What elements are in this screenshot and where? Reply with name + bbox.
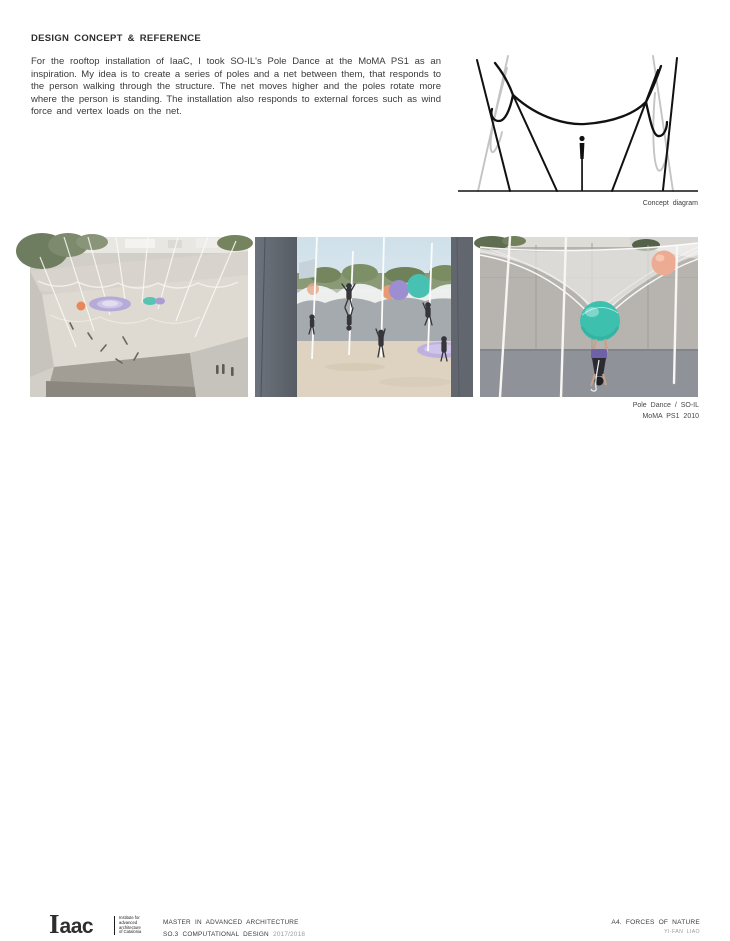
program-line1: MASTER IN ADVANCED ARCHITECTURE [163, 919, 299, 926]
logo-subtext-line: of Catalonia [119, 929, 142, 935]
logo-subtext-line: Institute for [119, 915, 140, 920]
teal-ball [143, 297, 157, 305]
program-year: 2017/2018 [273, 931, 306, 938]
program-line2 [163, 929, 305, 941]
photo-caption-line1: Pole Dance / SO-IL [632, 402, 699, 409]
photo-net-closeup [480, 237, 698, 397]
program-course: SO.3 COMPUTATIONAL DESIGN [163, 931, 269, 938]
right-pillar [451, 237, 473, 397]
diagram-caption: Concept diagram [642, 200, 698, 207]
photo-caption-line2: MoMA PS1 2010 [642, 412, 699, 420]
author-name: YI-FAN LIAO [664, 928, 700, 935]
gray-net-loop-left [490, 68, 507, 152]
iaac-logo-rest: aac [59, 915, 94, 938]
black-pole-left-inner [513, 95, 557, 191]
credits [611, 919, 700, 935]
black-pole-right-inner [612, 70, 658, 191]
photo1-graphic [30, 237, 248, 397]
purple-ball [389, 280, 409, 300]
photo-aerial-net-installation [30, 237, 248, 397]
teal-ball [580, 301, 620, 341]
photo-caption [633, 401, 699, 422]
net-loop-right [646, 102, 667, 136]
concept-diagram [455, 38, 705, 198]
net-sag [513, 95, 646, 124]
concept-paragraph: For the rooftop installation of IaaC, I took SO-IL's Pole Dance at the MoMA PS1 as an inspiration. My idea is to create a series of poles and a net between them, that responds to the person walking through the structure. The net moves higher and the poles rotate more where the person is standing. The installation also responds to external forces such as wind force and vertex loads on the net. [31, 56, 441, 117]
ground [480, 349, 698, 397]
photo3-graphic [480, 237, 698, 397]
project-title: A4. FORCES OF NATURE [611, 919, 700, 926]
logo-subtext-line: advanced [119, 919, 138, 925]
iaac-logo [49, 909, 94, 939]
photo2-graphic [255, 237, 473, 397]
peach-ball [652, 251, 677, 276]
teal-ball [407, 274, 431, 298]
logo-divider [114, 916, 115, 935]
concept-diagram-drawing [455, 38, 705, 198]
iaac-logo-subtext [119, 916, 141, 935]
person-figure [579, 136, 584, 191]
program-info [163, 917, 305, 941]
photo-doorway-acrobats [255, 237, 473, 397]
page-title: DESIGN CONCEPT & REFERENCE [31, 33, 202, 44]
orange-ball [77, 302, 86, 311]
iaac-logo-initial: I [49, 909, 60, 939]
footer [0, 455, 730, 939]
logo-subtext-line: architecture [119, 924, 141, 930]
